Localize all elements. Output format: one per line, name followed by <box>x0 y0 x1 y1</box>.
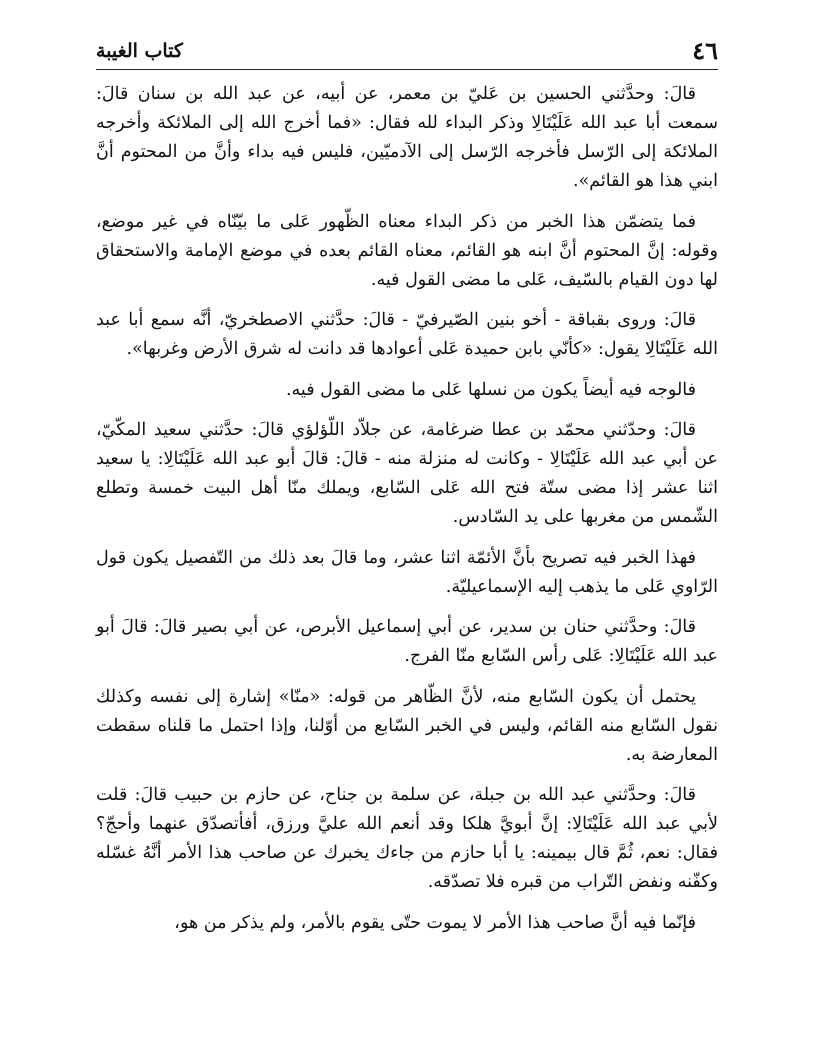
paragraph-7: قالَ: وحدَّثني حنان بن سدير، عن أبي إسماعيل الأبرص، عن أبي بصير قالَ: قالَ أبو عبد الله عَلَيْتَالِا: عَلى رأس السّابع منّا الفرج. <box>96 617 718 666</box>
running-title: كتاب الغيبة <box>96 40 183 62</box>
paragraph-8: يحتمل أن يكون السّابع منه، لأنَّ الظّاهر من قوله: «منّا» إشارة إلى نفسه وكذلك نقول السّابع منه القائم، وليس في الخبر السّابع من أوّلنا، وإذا احتمل ما قلناه سقطت المعارضة به. <box>96 686 718 765</box>
paragraph-1: قالَ: وحدَّثني الحسين بن عَليّ بن معمر، عن أبيه، عن عبد الله بن سنان قالَ: سمعت أبا عبد الله عَلَيْتَالِا وذكر البداء لله فقال: «فما أخرج الله إلى الملائكة وأخرجه الملائكة إلى الرّسل فأخرجه الرّسل إلى الآدميّين، فليس فيه بداء وأنَّ من المحتوم أنَّ ابني هذا هو القائم». <box>96 84 718 191</box>
paragraph-10: فإنّما فيه أنَّ صاحب هذا الأمر لا يموت حتّى يقوم بالأمر، ولم يذكر من هو، <box>174 912 696 933</box>
paragraph-3: قالَ: وروى بقباقة - أخو بنين الصّيرفيّ - قالَ: حدَّثني الاصطخريّ، أنَّه سمع أبا عبد الله عَلَيْتَالِا يقول: «كأنّي بابن حميدة عَلى أعوادها قد دانت له شرق الأرض وغربها». <box>96 310 718 359</box>
page-number: ٤٦ <box>692 36 718 65</box>
paragraph-5: قالَ: وحدّثني محمّد بن عطا ضرغامة، عن جلاّد اللّؤلؤي قالَ: حدَّثني سعيد المكّيّ، عن أبي عبد الله عَلَيْتَالِا - وكانت له منزلة منه - قالَ: قالَ أبو عبد الله عَلَيْتَالِا: يا سعيد اثنا عشر إذا مضى ستّة فتح الله عَلى السّابع، ويملك منّا أهل البيت خمسة وتطلع الشّمس من مغربها على يد السّادس. <box>96 420 718 527</box>
paragraph-9: قالَ: وحدَّثني عبد الله بن جبلة، عن سلمة بن جناح، عن حازم بن حبيب قالَ: قلت لأبي عبد الله عَلَيْتَالِا: إنَّ أبويَّ هلكا وقد أنعم الله عليَّ ورزق، أفأتصدّق عنهما وأحجّ؟ فقال: نعم، ثُمَّ قال بيمينه: يا أبا حازم من جاءك يخبرك عن صاحب هذا الأمر أنَّهُ غسّله وكفّنه ونفض التّراب من قبره فلا تصدّقه. <box>96 785 718 892</box>
paragraph-6: فهذا الخبر فيه تصريح بأنَّ الأئمّة اثنا عشر، وما قالَ بعد ذلك من التّفصيل يكون قول الرّاوي عَلى ما يذهب إليه الإسماعيليّة. <box>96 547 718 597</box>
paragraph-4: فالوجه فيه أيضاً يكون من نسلها عَلى ما مضى القول فيه. <box>285 379 696 400</box>
paragraph-2: فما يتضمّن هذا الخبر من ذكر البداء معناه الظّهور عَلى ما بيّنّاه في غير موضع، وقوله: إنَّ المحتوم أنَّ ابنه هو القائم، معناه القائم بعده في موضع الإمامة والاستحقاق لها دون القيام بالسّيف، عَلى ما مضى القول فيه. <box>96 211 718 290</box>
page-header <box>96 30 718 74</box>
header-rule <box>96 69 718 70</box>
page-body <box>96 80 718 949</box>
